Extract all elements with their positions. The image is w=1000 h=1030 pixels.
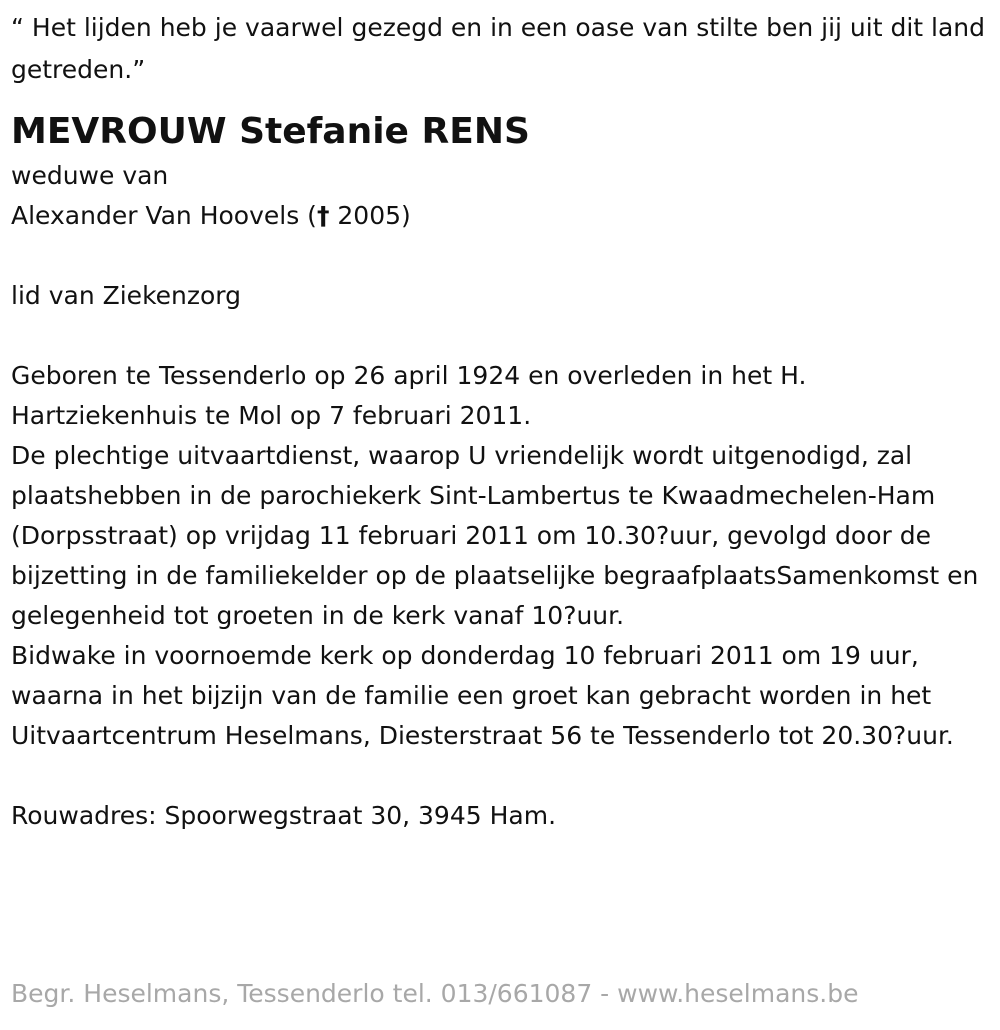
- obituary-body: [11, 156, 986, 836]
- funeral-service-paragraph: De plechtige uitvaartdienst, waarop U vriendelijk wordt uitgenodigd, zal plaatshebben in de parochiekerk Sint-Lambertus te Kwaadmechelen-Ham (Dorpsstraat) op vrijdag 11 februari 2011 om 10.30?uur, gevolgd door de bijzetting in de familiekelder op de plaatselijke begraafplaatsSamenkomst en gelegenheid tot groeten in de kerk vanaf 10?uur.: [11, 441, 979, 630]
- membership-text: lid van Ziekenzorg: [11, 281, 242, 310]
- cross-icon: †: [316, 201, 330, 230]
- spacer: [11, 316, 986, 356]
- spouse-line: [11, 196, 986, 236]
- spouse-death-year: 2005): [329, 201, 411, 230]
- mourning-address: Rouwadres: Spoorwegstraat 30, 3945 Ham.: [11, 801, 557, 830]
- birth-death-paragraph: Geboren te Tessenderlo op 26 april 1924 en overleden in het H. Hartziekenhuis te Mol op 7 februari 2011.: [11, 361, 807, 430]
- spacer: [11, 236, 986, 276]
- deceased-name: MEVROUW Stefanie RENS: [11, 111, 530, 152]
- opening-quote: “ Het lijden heb je vaarwel gezegd en in een oase van stilte ben jij uit dit land getreden.”: [11, 13, 993, 84]
- funeral-home-footer: Begr. Heselmans, Tessenderlo tel. 013/661087 - www.heselmans.be: [11, 979, 859, 1008]
- obituary-notice: [11, 0, 993, 836]
- relation-text: weduwe van: [11, 161, 169, 190]
- vigil-paragraph: Bidwake in voornoemde kerk op donderdag 10 februari 2011 om 19 uur, waarna in het bijzijn van de familie een groet kan gebracht worden in het Uitvaartcentrum Heselmans, Diesterstraat 56 te Tessenderlo tot 20.30?uur.: [11, 641, 954, 750]
- spacer: [11, 756, 986, 796]
- spouse-name: Alexander Van Hoovels (: [11, 201, 317, 230]
